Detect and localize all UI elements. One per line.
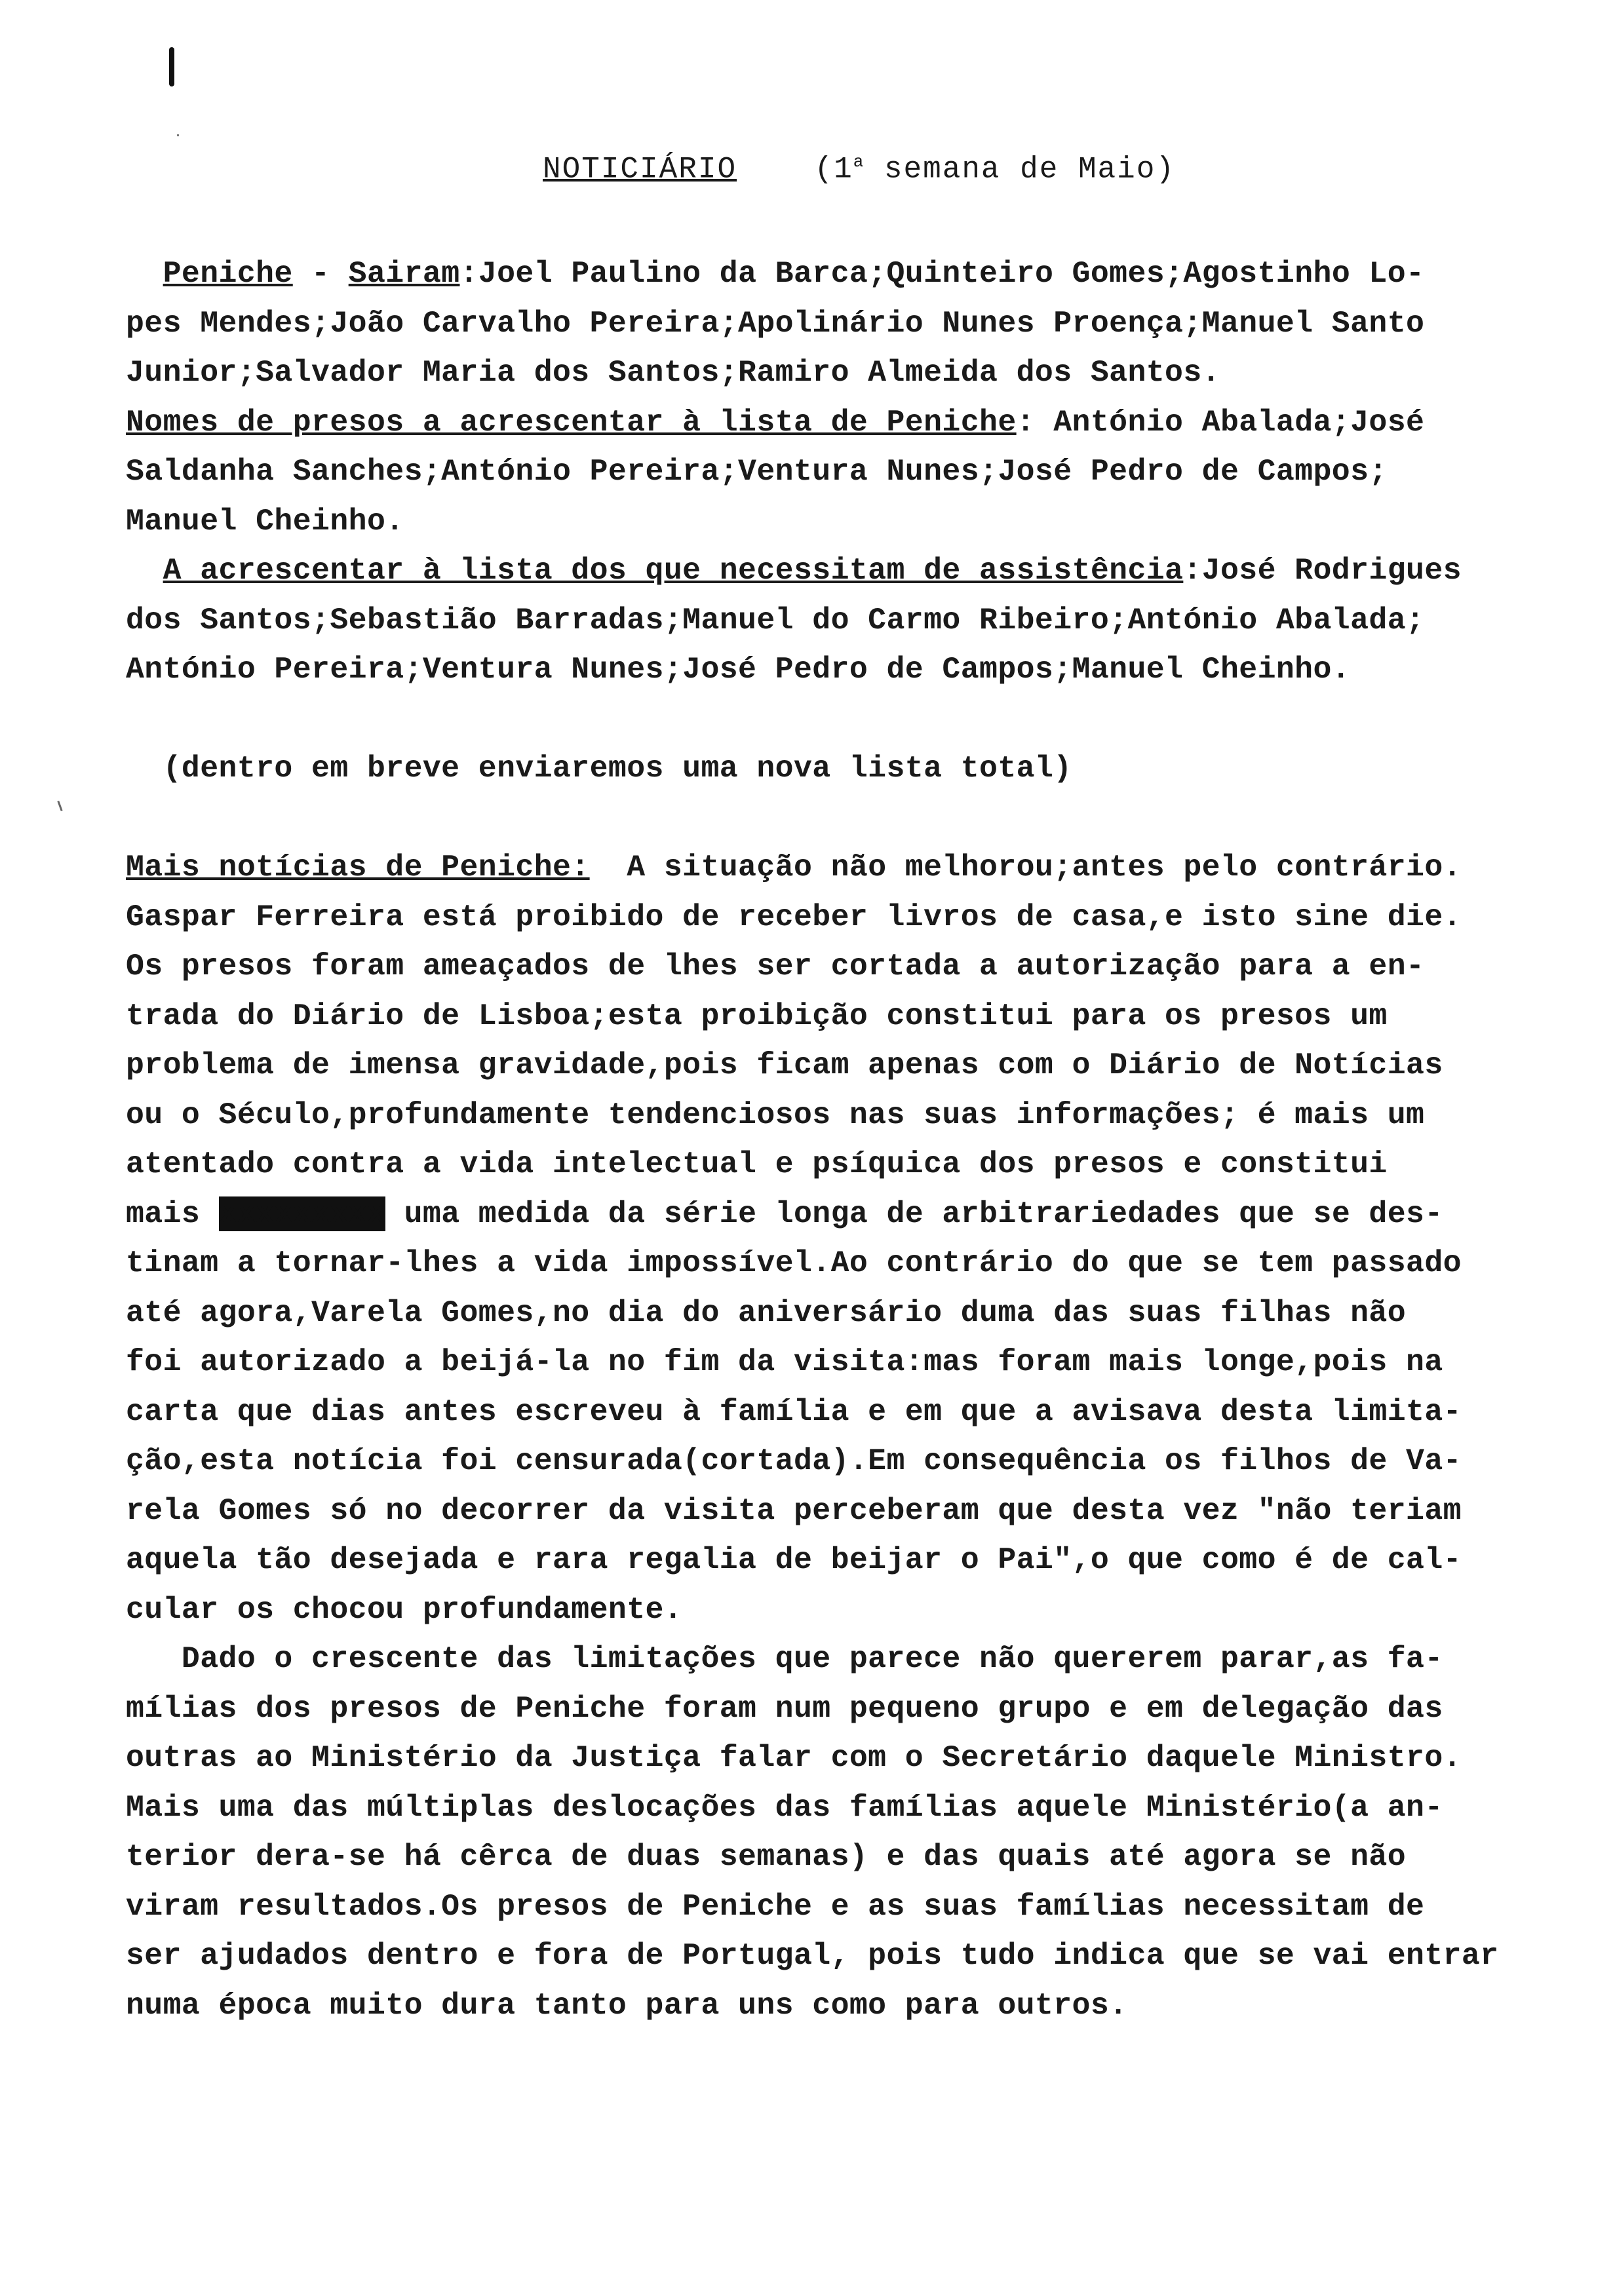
section5-line8: numa época muito dura tanto para uns como para outros. — [126, 1987, 1128, 2023]
section3-line1 — [126, 546, 1561, 596]
ink-tick — [57, 801, 62, 811]
section5-line1: Dado o crescente das limitações que parece não quererem parar,as fa- — [126, 1641, 1443, 1676]
section4-line3: Os presos foram ameaçados de lhes ser cortada a autorização para a en- — [126, 949, 1425, 984]
section2-line1 — [126, 398, 1561, 448]
note-line: (dentro em breve enviaremos uma nova lista total) — [126, 751, 1072, 786]
section4-line11: foi autorizado a beijá-la no fim da visita:mas foram mais longe,pois na — [126, 1345, 1443, 1379]
section5-line4: Mais uma das múltiplas deslocações das famílias aquele Ministério(a an- — [126, 1789, 1443, 1825]
section3-line1-rest: :José Rodrigues — [1183, 553, 1462, 588]
section4-line14: rela Gomes só no decorrer da visita perceberam que desta vez "não teriam — [126, 1493, 1462, 1528]
section1-line3: Junior;Salvador Maria dos Santos;Ramiro Almeida dos Santos. — [126, 355, 1220, 390]
section2-line2: Saldanha Sanches;António Pereira;Ventura Nunes;José Pedro de Campos; — [126, 454, 1388, 489]
section2-line1-rest: : António Abalada;José — [1016, 404, 1425, 440]
spacer — [126, 695, 1561, 744]
section4-line16: cular os chocou profundamente. — [126, 1592, 683, 1627]
section1-line1-rest: :Joel Paulino da Barca;Quinteiro Gomes;Agostinho Lo- — [459, 256, 1425, 291]
section5-line7: ser ajudados dentro e fora de Portugal, pois tudo indica que se vai entrar — [126, 1938, 1499, 1973]
section2-label: Nomes de presos a acrescentar à lista de Peniche — [126, 404, 1017, 440]
title-subtitle-post: semana de Maio) — [865, 152, 1175, 187]
section4-line12: carta que dias antes escreveu à família e em que a avisava desta limita- — [126, 1394, 1462, 1429]
section5-line6: viram resultados.Os presos de Peniche e as suas famílias necessitam de — [126, 1888, 1425, 1924]
spacer — [126, 794, 1561, 843]
section4-line1-rest: A situação não melhorou;antes pelo contrário. — [589, 850, 1462, 885]
section4-line8 — [126, 1189, 1561, 1239]
section3-indent — [126, 553, 163, 588]
title-heading: NOTICIÁRIO — [543, 152, 737, 187]
label-dash: - — [292, 256, 349, 291]
section4-line7: atentado contra a vida intelectual e psíquica dos presos e constitui — [126, 1147, 1388, 1181]
section4-line9: tinam a tornar-lhes a vida impossível.Ao contrário do que se tem passado — [126, 1246, 1462, 1280]
section4-line1 — [126, 843, 1561, 892]
struck-out-text: xxxxxxxxx — [218, 1196, 386, 1231]
section2-line3: Manuel Cheinho. — [126, 503, 404, 539]
ink-mark — [169, 47, 174, 86]
section4-label: Mais notícias de Peniche: — [126, 850, 590, 885]
section4-line6: ou o Século,profundamente tendenciosos nas suas informações; é mais um — [126, 1097, 1425, 1132]
document-body — [126, 249, 1561, 2030]
section4-line10: até agora,Varela Gomes,no dia do aniversário duma das suas filhas não — [126, 1295, 1407, 1330]
section3-label: A acrescentar à lista dos que necessitam de assistência — [163, 553, 1184, 588]
page-title — [543, 152, 1175, 186]
section1-line2: pes Mendes;João Carvalho Pereira;Apolinário Nunes Proença;Manuel Santo — [126, 305, 1425, 341]
title-subtitle-pre: (1 — [814, 152, 853, 187]
label-peniche: Peniche — [163, 256, 293, 291]
section5-line2: mílias dos presos de Peniche foram num pequeno grupo e em delegação das — [126, 1691, 1443, 1726]
section4-line5: problema de imensa gravidade,pois ficam apenas com o Diário de Notícias — [126, 1048, 1443, 1082]
section4-line13: ção,esta notícia foi censurada(cortada).Em consequência os filhos de Va- — [126, 1444, 1462, 1478]
section5-line5: terior dera-se há cêrca de duas semanas) e das quais até agora se não — [126, 1839, 1407, 1874]
section3-line2: dos Santos;Sebastião Barradas;Manuel do Carmo Ribeiro;António Abalada; — [126, 602, 1425, 638]
section3-line3: António Pereira;Ventura Nunes;José Pedro de Campos;Manuel Cheinho. — [126, 652, 1351, 687]
label-sairam: Sairam — [348, 256, 460, 291]
section4-line8-rest: uma medida da série longa de arbitrariedades que se des- — [385, 1196, 1443, 1231]
section4-line2: Gaspar Ferreira está proibido de receber livros de casa,e isto sine die. — [126, 899, 1462, 934]
section4-line8-start: mais — [126, 1196, 219, 1231]
section4-line15: aquela tão desejada e rara regalia de beijar o Pai",o que como é de cal- — [126, 1542, 1462, 1577]
title-subtitle-sup: a — [853, 152, 865, 172]
section4-line4: trada do Diário de Lisboa;esta proibição constitui para os presos um — [126, 998, 1388, 1033]
section1-line1 — [126, 249, 1561, 299]
ink-dot — [177, 134, 179, 136]
section5-line3: outras ao Ministério da Justiça falar com o Secretário daquele Ministro. — [126, 1740, 1462, 1775]
